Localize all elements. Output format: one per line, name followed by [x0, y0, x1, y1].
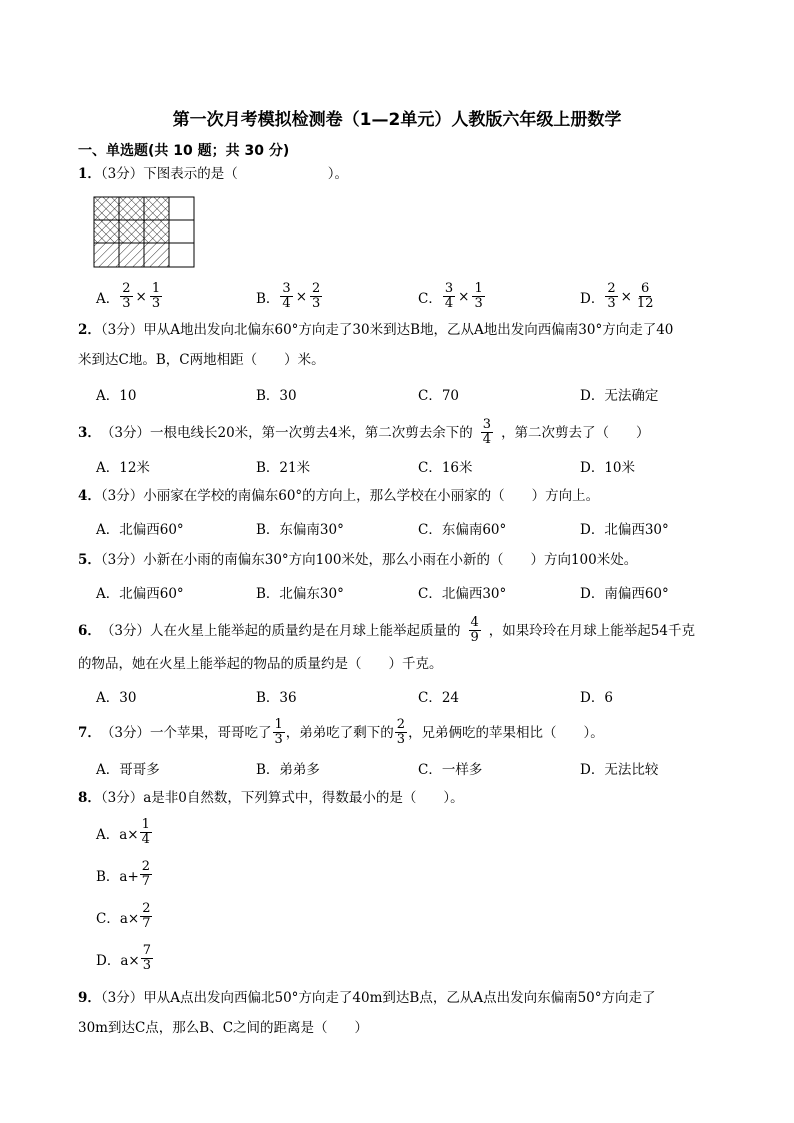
option-d[interactable]: D． $\frac{2}{3}$ × $\frac{6}{12}$ [580, 281, 654, 311]
option-b[interactable]: B．30 [256, 388, 297, 404]
question-7-options [96, 758, 716, 784]
option-c[interactable]: C．北偏西30° [418, 586, 507, 602]
option-c[interactable]: C．一样多 [418, 762, 483, 778]
option-d[interactable]: D．南偏西60° [580, 586, 669, 602]
option-b[interactable]: B．弟弟多 [256, 762, 320, 778]
option-b[interactable]: B． $\frac{3}{4}$ × $\frac{2}{3}$ [256, 281, 321, 311]
question-1: 1．（3分）下图表示的是（ ）。 [78, 166, 348, 182]
question-5: 5．（3分）小新在小雨的南偏东30°方向100米处，那么小雨在小新的（ ）方向100米处。 [78, 552, 638, 568]
option-b[interactable]: B．北偏东30° [256, 586, 344, 602]
option-c[interactable]: C．70 [418, 388, 460, 404]
question-2-line2: 米到达C地。B，C两地相距（ ）米。 [78, 352, 325, 368]
question-2-options [96, 384, 716, 410]
option-c[interactable]: C．a× $\frac{2}{7}$ [96, 901, 151, 931]
option-a[interactable]: A．哥哥多 [96, 762, 160, 778]
option-a[interactable]: A． $\frac{2}{3}$ × $\frac{1}{3}$ [96, 281, 161, 311]
question-2: 2．（3分）甲从A地出发向北偏东60°方向走了30米到达B地，乙从A地出发向西偏南30°方向走了40 [78, 322, 674, 338]
option-a[interactable]: A．30 [96, 690, 137, 706]
question-9-line2: 30m到达C点，那么B、C之间的距离是（ ） [78, 1020, 369, 1036]
option-a[interactable]: A．a× $\frac{1}{4}$ [96, 817, 150, 847]
question-3-options [96, 456, 716, 482]
question-6: 6． （3分） 人在火星上能举起的质量约是在月球上能举起质量的 $\frac{4}{9}$ ，如果玲玲在月球上能举起54千克 [78, 615, 695, 645]
question-8: 8．（3分）a是非0自然数，下列算式中，得数最小的是（ ）。 [78, 790, 464, 806]
option-b[interactable]: B．36 [256, 690, 297, 706]
option-d[interactable]: D．a× $\frac{7}{3}$ [96, 943, 151, 973]
grid-figure [93, 196, 197, 268]
page-title: 第一次月考模拟检测卷（1—2单元）人教版六年级上册数学 [172, 110, 622, 130]
question-6-line2: 的物品，她在火星上能举起的物品的质量约是（ ）千克。 [78, 656, 443, 672]
option-d[interactable]: D．10米 [580, 460, 636, 476]
option-b[interactable]: B．东偏南30° [256, 522, 344, 538]
question-9: 9．（3分）甲从A点出发向西偏北50°方向走了40m到达B点，乙从A点出发向东偏南50°方向走了 [78, 990, 656, 1006]
option-a[interactable]: A．北偏西60° [96, 522, 184, 538]
question-5-options [96, 582, 716, 608]
option-d[interactable]: D．6 [580, 690, 613, 706]
question-6-options [96, 686, 716, 712]
option-c[interactable]: C．24 [418, 690, 460, 706]
option-d[interactable]: D．北偏西30° [580, 522, 669, 538]
question-4-options [96, 518, 716, 544]
option-c[interactable]: C．16米 [418, 460, 473, 476]
option-b[interactable]: B．a+ $\frac{2}{7}$ [96, 859, 151, 889]
option-c[interactable]: C．东偏南60° [418, 522, 507, 538]
option-a[interactable]: A．10 [96, 388, 137, 404]
option-d[interactable]: D．无法确定 [580, 388, 659, 404]
question-7: 7． （3分） 一个苹果，哥哥吃了 $\frac{1}{3}$ ，弟弟吃了剩下的 $\frac{2}{3}$ ，兄弟俩吃的苹果相比（ ）。 [78, 717, 604, 747]
option-a[interactable]: A．北偏西60° [96, 586, 184, 602]
question-4: 4．（3分）小丽家在学校的南偏东60°的方向上，那么学校在小丽家的（ ）方向上。 [78, 488, 600, 504]
section-heading: 一、单选题(共 10 题；共 30 分) [78, 143, 290, 159]
question-3: 3． （3分） 一根电线长20米，第一次剪去4米，第二次剪去余下的 $\frac{3}{4}$ ，第二次剪去了（ ） [78, 417, 650, 447]
option-b[interactable]: B．21米 [256, 460, 311, 476]
question-1-options [96, 281, 716, 311]
option-c[interactable]: C． $\frac{3}{4}$ × $\frac{1}{3}$ [418, 281, 483, 311]
option-d[interactable]: D．无法比较 [580, 762, 659, 778]
option-a[interactable]: A．12米 [96, 460, 150, 476]
